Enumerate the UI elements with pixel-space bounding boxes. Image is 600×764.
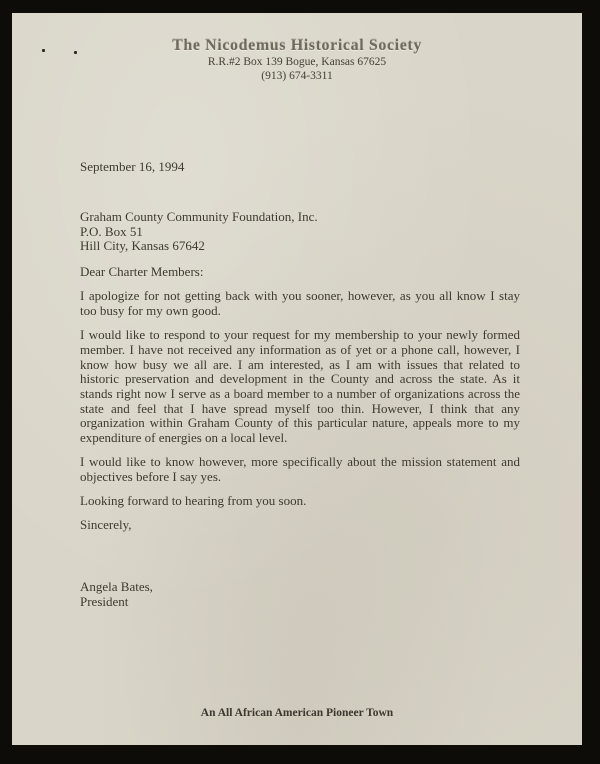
- letter-page: [12, 13, 582, 745]
- closing: Sincerely,: [80, 517, 132, 533]
- organization-address: R.R.#2 Box 139 Bogue, Kansas 67625: [207, 56, 387, 68]
- letter-date: September 16, 1994: [80, 159, 185, 174]
- recipient-line: P.O. Box 51: [80, 223, 143, 239]
- organization-title: The Nicodemus Historical Society: [172, 37, 422, 54]
- letterhead: [12, 36, 582, 83]
- recipient-line: Graham County Community Foundation, Inc.: [80, 209, 318, 224]
- signature-title: President: [80, 593, 129, 609]
- paragraph: Looking forward to hearing from you soon.: [80, 493, 307, 509]
- salutation: Dear Charter Members:: [80, 264, 204, 279]
- signature-name: Angela Bates,: [80, 579, 153, 595]
- paragraph: I would like to know however, more specifically about the mission statement and objectives before I say yes.: [80, 454, 520, 484]
- paragraph: I would like to respond to your request for my membership to your newly formed member. I have not received any information as of yet or a phone call, however, I know how busy we all are. I am interested, as I am with issues that related to historic preservation and development in the County and across the state. As it stands right now I serve as a board member to a number of organizations across the state and feel that I have spread myself too thin. However, I think that any organization within Graham County of this particular nature, appeals more to my expenditure of energies on a local level.: [80, 327, 520, 446]
- letter-body: [80, 265, 520, 609]
- signature-block: [80, 580, 520, 609]
- recipient-address-block: [80, 210, 318, 254]
- recipient-line: Hill City, Kansas 67642: [80, 238, 205, 254]
- footer-tagline: An All African American Pioneer Town: [200, 707, 394, 719]
- paragraph: I apologize for not getting back with you sooner, however, as you all know I stay too busy for my own good.: [80, 288, 520, 318]
- organization-phone: (913) 674-3311: [261, 70, 333, 82]
